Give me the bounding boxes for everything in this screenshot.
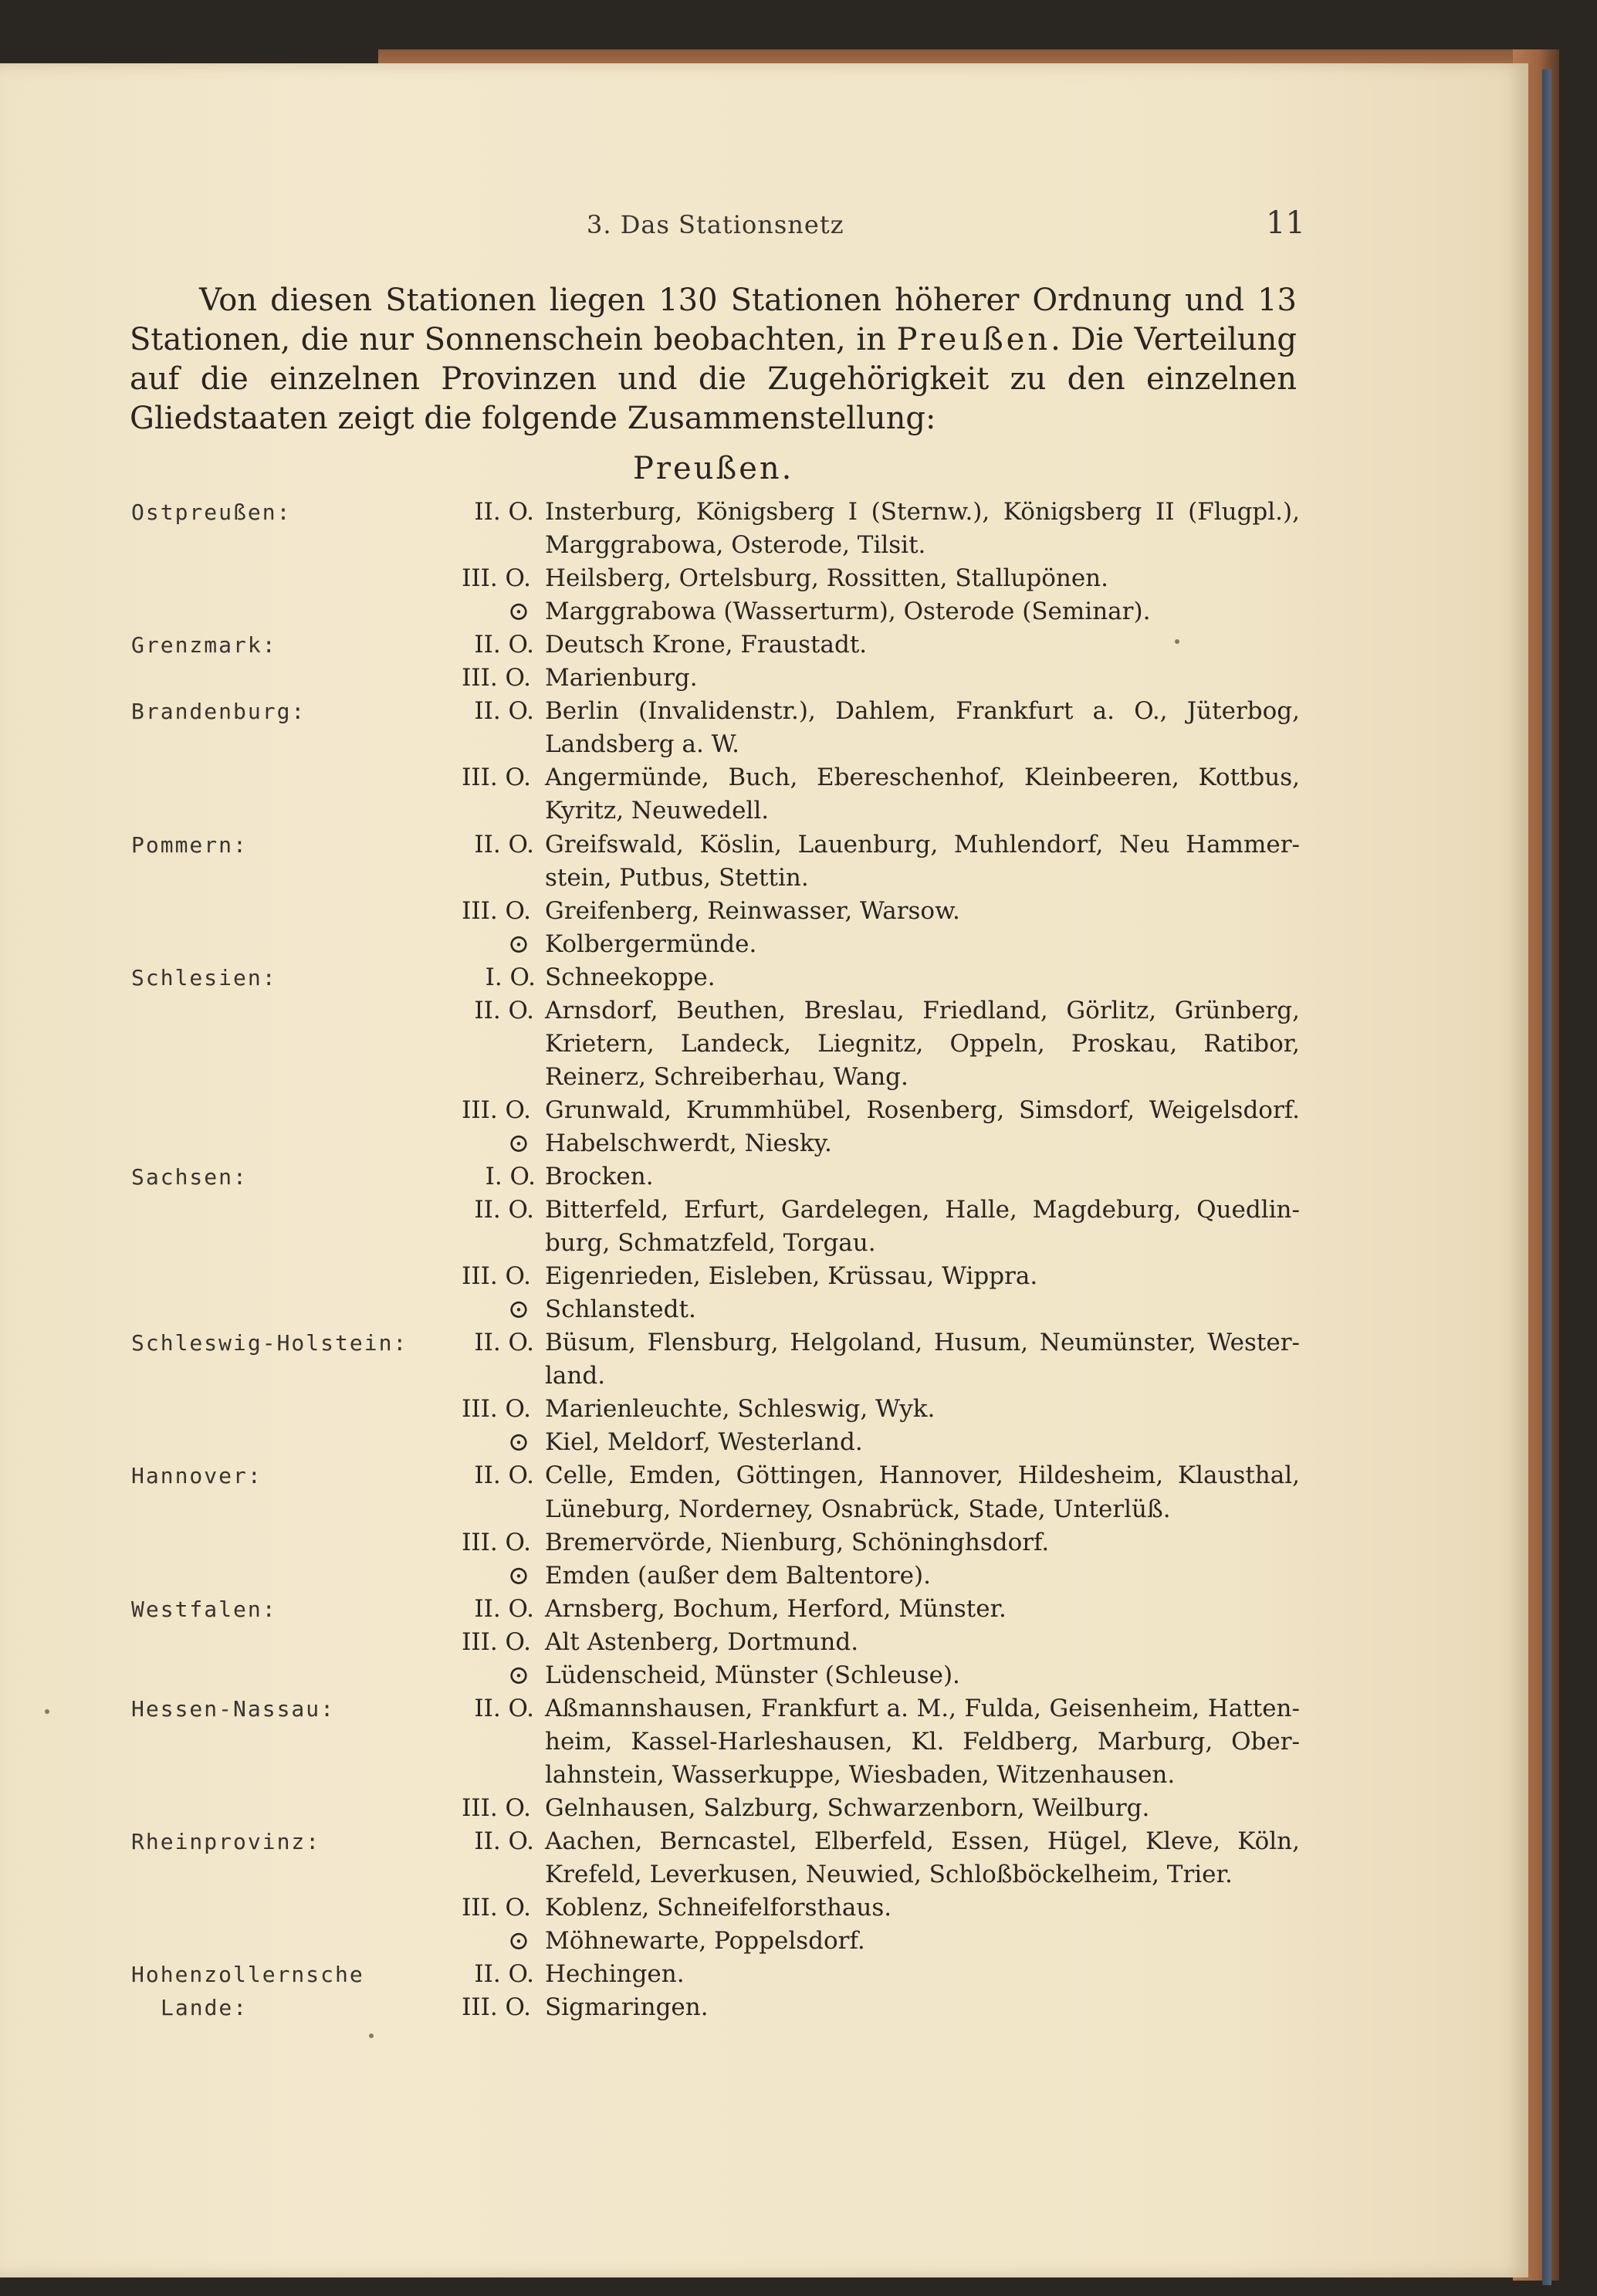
station-order-class: II. O.: [474, 498, 534, 526]
province-label: Schleswig-Holstein:: [131, 1330, 408, 1356]
station-order-class: II. O.: [474, 1196, 534, 1224]
station-line: [0, 862, 1528, 895]
station-order-class: III. O.: [462, 1993, 531, 2021]
station-line: [0, 928, 1528, 961]
station-line: [0, 1991, 1528, 2024]
station-line: [0, 1858, 1528, 1891]
sunshine-station-icon: ⊙: [507, 596, 530, 627]
station-line: [0, 761, 1528, 794]
province-label: Grenzmark:: [131, 632, 277, 658]
station-line: [0, 1526, 1528, 1559]
station-names: burg, Schmatzfeld, Torgau.: [545, 1229, 876, 1257]
station-names: Krietern, Landeck, Liegnitz, Oppeln, Proskau, Ratibor,: [545, 1030, 1300, 1058]
sunshine-station-icon: ⊙: [507, 1427, 530, 1458]
station-order-class: III. O.: [462, 1529, 531, 1556]
station-line: [0, 1692, 1528, 1725]
province-label: Pommern:: [131, 832, 248, 858]
station-order-class: I. O.: [485, 963, 536, 991]
station-names: Arnsberg, Bochum, Herford, Münster.: [545, 1595, 1007, 1623]
station-order-class: III. O.: [462, 664, 531, 692]
station-order-class: II. O.: [474, 697, 534, 725]
intro-text-part2: . Die Verteilung auf die einzelnen Provinzen und die Zugehörigkeit zu den einzelnen Gliedstaaten zeigt die folgende Zusammenstellung:: [130, 322, 1297, 436]
station-line: [0, 1393, 1528, 1426]
station-names: Habelschwerdt, Niesky.: [545, 1129, 832, 1157]
sunshine-station-icon: ⊙: [507, 1128, 530, 1159]
station-names: land.: [545, 1362, 606, 1390]
station-names: Heilsberg, Ortelsburg, Rossitten, Stallupönen.: [545, 564, 1108, 592]
station-order-class: III. O.: [462, 1894, 531, 1922]
station-line: [0, 562, 1528, 595]
province-label: Schlesien:: [131, 965, 277, 991]
station-names: Lüdenscheid, Münster (Schleuse).: [545, 1661, 960, 1689]
station-order-class: III. O.: [462, 1628, 531, 1656]
province-label: Brandenburg:: [131, 699, 306, 724]
station-names: Marienburg.: [545, 664, 698, 692]
station-names: Kiel, Meldorf, Westerland.: [545, 1428, 863, 1456]
station-names: Marggrabowa (Wasserturm), Osterode (Seminar).: [545, 598, 1151, 625]
station-order-class: III. O.: [462, 897, 531, 925]
station-names: Greifswald, Köslin, Lauenburg, Muhlendorf, Neu Hammer-: [545, 831, 1300, 858]
station-names: Marienleuchte, Schleswig, Wyk.: [545, 1395, 936, 1423]
station-line: [0, 695, 1528, 728]
station-line: [0, 595, 1528, 628]
station-line: [0, 1227, 1528, 1260]
province-label: Ostpreußen:: [131, 499, 292, 525]
ink-speck: [1175, 639, 1179, 644]
province-label: Lande:: [161, 1995, 249, 2020]
station-line: [0, 1094, 1528, 1127]
station-names: Arnsdorf, Beuthen, Breslau, Friedland, Görlitz, Grünberg,: [545, 997, 1300, 1024]
station-line: [0, 794, 1528, 828]
ink-speck: [369, 2034, 374, 2038]
station-line: [0, 1891, 1528, 1925]
station-names: Schneekoppe.: [545, 963, 716, 991]
station-line: [0, 828, 1528, 862]
station-order-class: II. O.: [474, 631, 534, 659]
station-line: [0, 895, 1528, 928]
province-label: Hannover:: [131, 1463, 262, 1488]
sunshine-station-icon: ⊙: [507, 929, 530, 960]
station-names: Berlin (Invalidenstr.), Dahlem, Frankfurt a. O., Jüterbog,: [545, 697, 1300, 725]
station-names: Greifenberg, Reinwasser, Warsow.: [545, 897, 960, 925]
station-line: [0, 1725, 1528, 1759]
station-line: [0, 662, 1528, 695]
station-names: Aachen, Berncastel, Elberfeld, Essen, Hügel, Kleve, Köln,: [545, 1827, 1300, 1855]
station-names: Insterburg, Königsberg I (Sternw.), Königsberg II (Flugpl.),: [545, 498, 1300, 526]
station-order-class: II. O.: [474, 997, 534, 1024]
station-names: Eigenrieden, Eisleben, Krüssau, Wippra.: [545, 1262, 1038, 1290]
station-names: Emden (außer dem Baltentore).: [545, 1562, 931, 1590]
station-list: [0, 63, 1528, 2277]
ink-speck: [45, 1709, 49, 1714]
station-line: [0, 628, 1528, 662]
station-names: Bremervörde, Nienburg, Schöninghsdorf.: [545, 1529, 1050, 1556]
station-line: [0, 1293, 1528, 1326]
station-line: [0, 994, 1528, 1028]
station-line: [0, 1759, 1528, 1792]
station-names: Brocken.: [545, 1163, 654, 1190]
station-names: Kolbergermünde.: [545, 930, 757, 958]
station-line: [0, 1593, 1528, 1626]
station-order-class: III. O.: [462, 564, 531, 592]
province-label: Sachsen:: [131, 1164, 248, 1190]
station-names: Möhnewarte, Poppelsdorf.: [545, 1927, 865, 1955]
station-line: [0, 1626, 1528, 1659]
station-names: Alt Astenberg, Dortmund.: [545, 1628, 859, 1656]
sunshine-station-icon: ⊙: [507, 1294, 530, 1325]
station-names: Sigmaringen.: [545, 1993, 709, 2021]
station-names: stein, Putbus, Stettin.: [545, 864, 809, 892]
station-names: Angermünde, Buch, Ebereschenhof, Kleinbeeren, Kottbus,: [545, 764, 1300, 791]
station-line: [0, 1792, 1528, 1825]
station-order-class: III. O.: [462, 1262, 531, 1290]
station-line: [0, 728, 1528, 761]
station-line: [0, 1925, 1528, 1958]
station-order-class: II. O.: [474, 1695, 534, 1722]
station-order-class: II. O.: [474, 831, 534, 858]
intro-emphasis: Preußen: [896, 322, 1051, 357]
station-names: Deutsch Krone, Fraustadt.: [545, 631, 868, 659]
page-number: 11: [1266, 205, 1305, 241]
station-line: [0, 1825, 1528, 1858]
station-line: [0, 1061, 1528, 1094]
station-names: heim, Kassel-Harleshausen, Kl. Feldberg, Marburg, Ober-: [545, 1728, 1300, 1756]
station-names: Gelnhausen, Salzburg, Schwarzenborn, Weilburg.: [545, 1794, 1150, 1822]
station-order-class: III. O.: [462, 1794, 531, 1822]
station-names: lahnstein, Wasserkuppe, Wiesbaden, Witzenhausen.: [545, 1761, 1176, 1789]
station-names: Kyritz, Neuwedell.: [545, 797, 770, 825]
station-names: Büsum, Flensburg, Helgoland, Husum, Neumünster, Wester-: [545, 1329, 1300, 1356]
station-names: Schlanstedt.: [545, 1295, 696, 1323]
sunshine-station-icon: ⊙: [507, 1925, 530, 1956]
station-line: [0, 1326, 1528, 1360]
station-line: [0, 496, 1528, 529]
station-order-class: III. O.: [462, 764, 531, 791]
station-names: Krefeld, Leverkusen, Neuwied, Schloßböckelheim, Trier.: [545, 1861, 1233, 1888]
province-label: Hessen-Nassau:: [131, 1696, 336, 1722]
station-line: [0, 1958, 1528, 1991]
station-order-class: II. O.: [474, 1461, 534, 1489]
station-line: [0, 1360, 1528, 1393]
book-page: [0, 63, 1528, 2277]
running-title: 3. Das Stationsnetz: [587, 210, 844, 239]
sunshine-station-icon: ⊙: [507, 1660, 530, 1691]
station-order-class: II. O.: [474, 1595, 534, 1623]
section-title: Preußen.: [633, 451, 794, 486]
station-names: Celle, Emden, Göttingen, Hannover, Hildesheim, Klausthal,: [545, 1461, 1300, 1489]
station-order-class: I. O.: [485, 1163, 536, 1190]
station-names: Aßmannshausen, Frankfurt a. M., Fulda, Geisenheim, Hatten-: [545, 1695, 1300, 1722]
station-names: Koblenz, Schneifelforsthaus.: [545, 1894, 892, 1922]
station-names: Marggrabowa, Osterode, Tilsit.: [545, 531, 926, 559]
province-label: Rheinprovinz:: [131, 1829, 321, 1854]
station-names: Hechingen.: [545, 1960, 685, 1988]
station-order-class: III. O.: [462, 1395, 531, 1423]
station-names: Reinerz, Schreiberhau, Wang.: [545, 1063, 908, 1091]
station-order-class: II. O.: [474, 1827, 534, 1855]
station-line: [0, 1493, 1528, 1526]
intro-text-part1: Von diesen Stationen liegen 130 Stationen höherer Ordnung und 13 Stationen, die nur Sonnenschein beobachten, in: [130, 283, 1297, 357]
station-names: Landsberg a. W.: [545, 730, 739, 758]
station-line: [0, 1659, 1528, 1692]
station-line: [0, 1559, 1528, 1593]
station-line: [0, 961, 1528, 994]
station-names: Bitterfeld, Erfurt, Gardelegen, Halle, Magdeburg, Quedlin-: [545, 1196, 1300, 1224]
station-order-class: II. O.: [474, 1960, 534, 1988]
station-line: [0, 1127, 1528, 1160]
station-names: Grunwald, Krummhübel, Rosenberg, Simsdorf, Weigelsdorf.: [545, 1096, 1300, 1124]
station-line: [0, 1260, 1528, 1293]
province-label: Westfalen:: [131, 1597, 277, 1622]
station-line: [0, 1160, 1528, 1194]
station-order-class: III. O.: [462, 1096, 531, 1124]
station-line: [0, 1194, 1528, 1227]
station-line: [0, 1028, 1528, 1061]
station-line: [0, 529, 1528, 562]
book-spine-edge: [1542, 69, 1551, 2285]
province-label: Hohenzollernsche: [131, 1962, 364, 1987]
station-order-class: II. O.: [474, 1329, 534, 1356]
station-line: [0, 1426, 1528, 1459]
station-line: [0, 1459, 1528, 1492]
station-names: Lüneburg, Norderney, Osnabrück, Stade, Unterlüß.: [545, 1495, 1171, 1523]
sunshine-station-icon: ⊙: [507, 1560, 530, 1591]
